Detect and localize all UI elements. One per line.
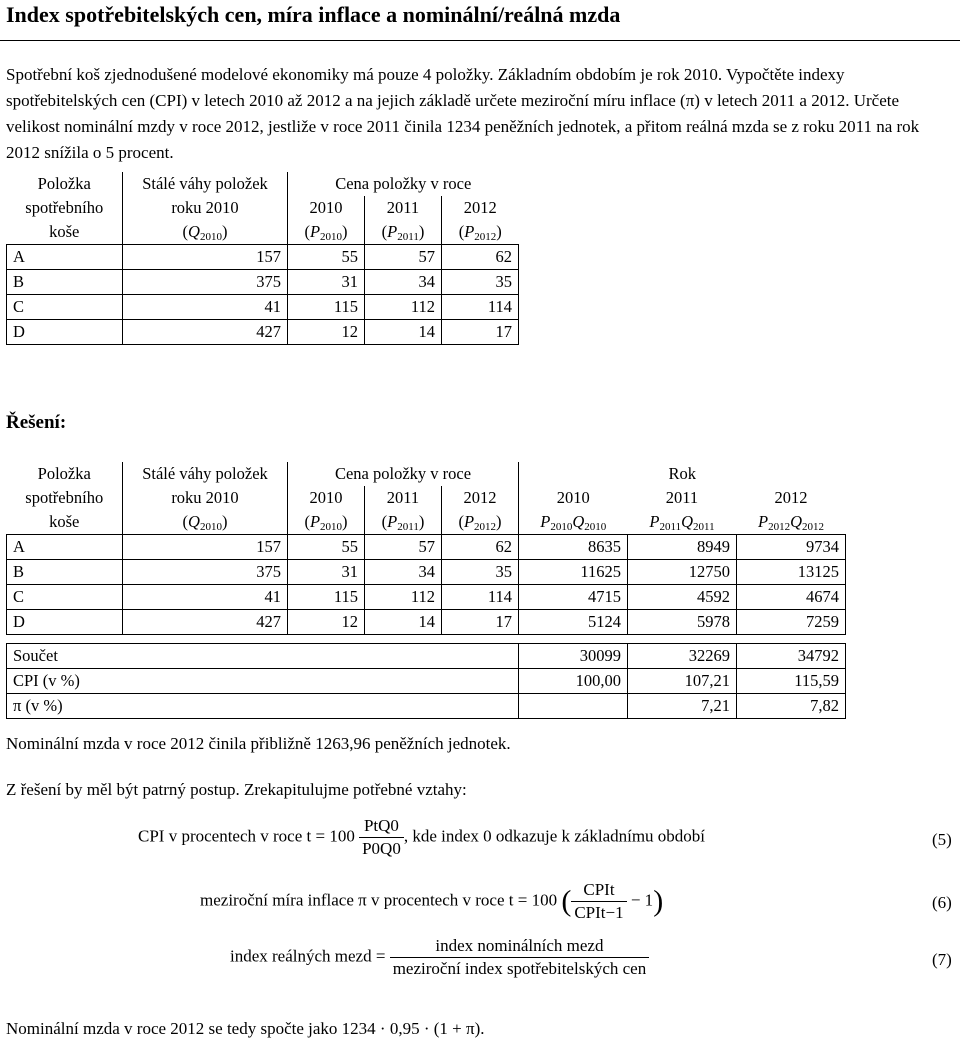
problem-statement: Spotřební koš zjednodušené modelové ekonomiky má pouze 4 položky. Základním obdobím je rok 2010. Vypočtěte indexy spotřebitelských cen (CPI) v letech 2010 až 2012 a na jejich základě určete meziroční míru inflace (π) v letech 2011 a 2012. Určete velikost nominální mzdy v roce 2012, jestliže v roce 2011 činila 1234 peněžních jednotek, a přitom reálná mzda se z roku 2011 na rok 2012 snížila o 5 procent. (6, 65, 920, 162)
header-item: Položka (7, 462, 123, 486)
header-year-2011: 2011 (365, 196, 442, 220)
eq7-lhs: index reálných mezd = (230, 946, 386, 966)
title-rule (0, 40, 960, 41)
equation-6 (200, 880, 663, 923)
table-row: A 157 55 57 62 (7, 245, 519, 270)
header-rok-2010: 2010 (556, 488, 590, 507)
header-item-3: koše (7, 220, 123, 245)
header-rok-2011: 2011 (665, 488, 699, 507)
header-p2011: $(P_{2011})$ (365, 510, 442, 535)
header-year-2010: 2010 (288, 486, 365, 510)
header-pq2010: $P_{2010}Q_{2010}$ (519, 510, 628, 535)
eq6-lhs: meziroční míra inflace π v procentech v roce t = 100 (200, 890, 558, 910)
header-p2010: $(P_{2010})$ (288, 510, 365, 535)
equation-5 (138, 816, 705, 859)
header-p2012: $(P_{2012})$ (442, 510, 519, 535)
eq7-fraction (390, 936, 650, 979)
header-year-2010: 2010 (288, 196, 365, 220)
table-row: A 157 55 57 62 8635 8949 9734 (7, 535, 846, 560)
header-weights: Stálé váhy položek (123, 172, 288, 196)
header-weights: Stálé váhy položek (123, 462, 288, 486)
header-p2012: $(P_{2012})$ (442, 220, 519, 245)
equation-6-number: (6) (932, 893, 952, 912)
eq5-fraction (359, 816, 404, 859)
header-item-2: spotřebního (7, 196, 123, 220)
sum-row: Součet 30099 32269 34792 (7, 644, 846, 669)
eq6-open-paren: ( (561, 884, 572, 918)
result-text: Nominální mzda v roce 2012 činila přibližně 1263,96 peněžních jednotek. (6, 734, 511, 753)
table-row: C 41 115 112 114 4715 4592 4674 (7, 585, 846, 610)
equation-7-number: (7) (932, 950, 952, 969)
table-row: D 427 12 14 17 5124 5978 7259 (7, 610, 846, 635)
header-q-symbol: $(Q_{2010})$ (123, 220, 288, 245)
eq6-numerator: CPIt (571, 880, 626, 902)
inflation-row: π (v %) 7,21 7,82 (7, 694, 846, 719)
eq6-close-paren: ) (653, 884, 664, 918)
page-title: Index spotřebitelských cen, míra inflace a nominální/reálná mzda (6, 2, 621, 27)
table-row: D 427 12 14 17 (7, 320, 519, 345)
table-row: B 375 31 34 35 (7, 270, 519, 295)
eq6-fraction (571, 880, 626, 923)
eq5-numerator: PtQ0 (359, 816, 404, 838)
header-rok-2012: 2012 (774, 488, 808, 507)
table-row: C 41 115 112 114 (7, 295, 519, 320)
eq7-denominator: meziroční index spotřebitelských cen (392, 959, 647, 978)
header-weights-2: roku 2010 (123, 196, 288, 220)
header-pq2012: $P_{2012}Q_{2012}$ (737, 510, 846, 535)
header-weights-2: roku 2010 (123, 486, 288, 510)
header-year-2012: 2012 (463, 198, 497, 217)
eq6-minus: − 1 (630, 890, 654, 910)
header-q-symbol: $(Q_{2010})$ (123, 510, 288, 535)
eq7-numerator: index nominálních mezd (390, 936, 650, 958)
equation-7 (230, 936, 649, 979)
header-year-2012: 2012 (442, 486, 519, 510)
equation-5-number: (5) (932, 830, 952, 849)
table-row: B 375 31 34 35 11625 12750 13125 (7, 560, 846, 585)
eq5-denominator: P0Q0 (362, 839, 401, 858)
header-item: Položka (7, 172, 123, 196)
header-year-2011: 2011 (365, 486, 442, 510)
header-price: Cena položky v roce (335, 174, 472, 193)
eq5-note: , kde index 0 odkazuje k základnímu období (403, 826, 706, 846)
eq6-denominator: CPIt−1 (574, 903, 624, 922)
header-price: Cena položky v roce (288, 462, 519, 486)
header-rok: Rok (668, 464, 696, 483)
header-p2010: $(P_{2010})$ (288, 220, 365, 245)
header-item-3: koše (7, 510, 123, 535)
solution-heading: Řešení: (6, 412, 67, 433)
header-pq2011: $P_{2011}Q_{2011}$ (628, 510, 737, 535)
solution-table (6, 462, 846, 719)
header-p2011: $(P_{2011})$ (365, 220, 442, 245)
input-table (6, 172, 519, 345)
eq5-lhs: CPI v procentech v roce t = 100 (138, 826, 355, 846)
procedure-text: Z řešení by měl být patrný postup. Zrekapitulujme potřebné vztahy: (6, 780, 467, 799)
header-item-2: spotřebního (7, 486, 123, 510)
final-text: Nominální mzda v roce 2012 se tedy spočte jako 1234 · 0,95 · (1 + π). (6, 1019, 485, 1038)
cpi-row: CPI (v %) 100,00 107,21 115,59 (7, 669, 846, 694)
